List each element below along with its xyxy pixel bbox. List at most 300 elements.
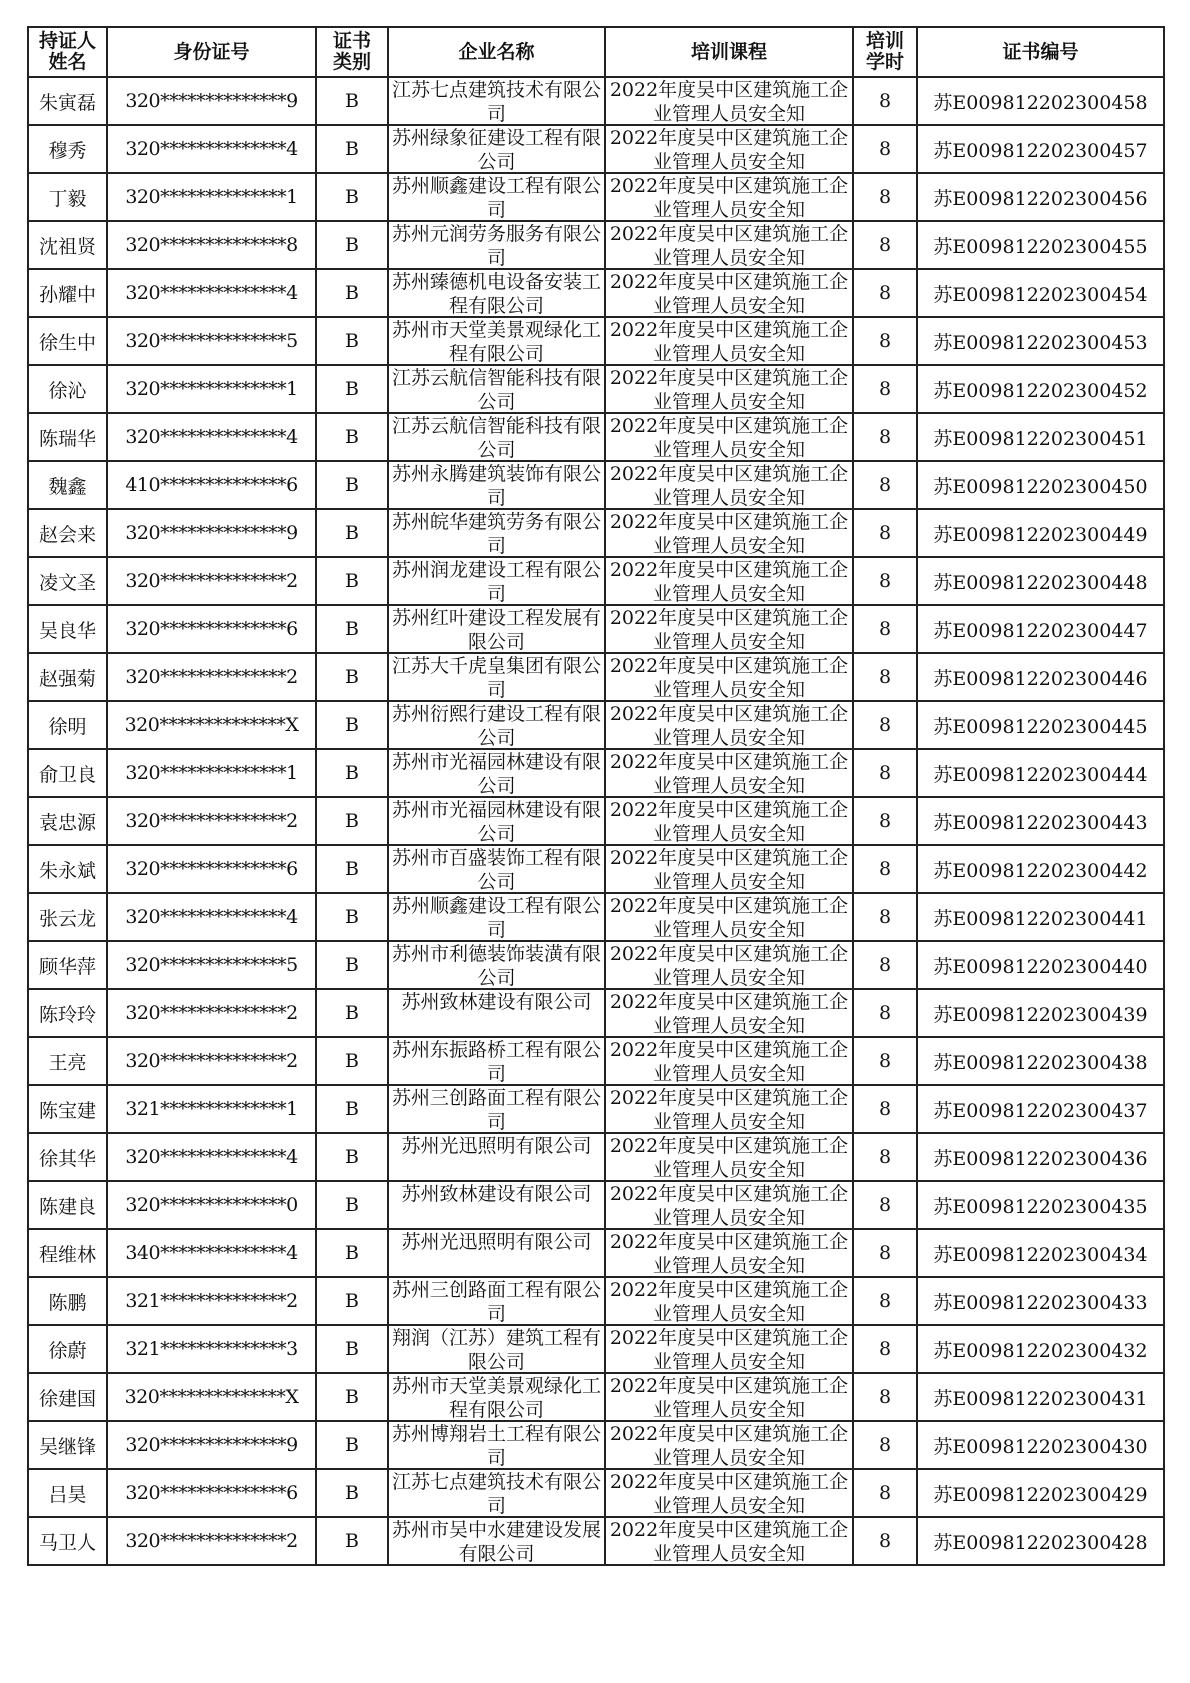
id-number-cell-text: 320**************9 bbox=[125, 522, 298, 544]
hours-cell bbox=[853, 701, 917, 749]
hours-cell bbox=[853, 221, 917, 269]
id-number-cell bbox=[107, 701, 316, 749]
company-cell bbox=[388, 653, 605, 701]
cert-type-cell bbox=[316, 1085, 388, 1133]
cert-number-cell bbox=[917, 509, 1164, 557]
holder-name-cell-text: 陈鹏 bbox=[48, 1291, 87, 1314]
hours-cell bbox=[853, 1037, 917, 1085]
cert-number-cell bbox=[917, 317, 1164, 365]
cert-type-cell-text: B bbox=[345, 378, 359, 400]
company-cell-text: 苏州臻德机电设备安装工程有限公司 bbox=[391, 271, 601, 316]
course-cell-text: 2022年度吴中区建筑施工企业管理人员安全知 bbox=[609, 1039, 849, 1084]
course-cell-text: 2022年度吴中区建筑施工企业管理人员安全知 bbox=[609, 703, 849, 748]
course-cell-text: 2022年度吴中区建筑施工企业管理人员安全知 bbox=[609, 1279, 849, 1324]
header-cert-number-label: 证书编号 bbox=[1002, 40, 1079, 63]
course-cell-text: 2022年度吴中区建筑施工企业管理人员安全知 bbox=[609, 415, 849, 460]
course-cell bbox=[605, 1469, 853, 1517]
cert-type-cell bbox=[316, 1517, 388, 1565]
cert-type-cell-text: B bbox=[345, 714, 359, 736]
id-number-cell-text: 320**************6 bbox=[125, 1482, 298, 1504]
course-cell bbox=[605, 1037, 853, 1085]
company-cell-text: 翔润（江苏）建筑工程有限公司 bbox=[391, 1327, 601, 1372]
holder-name-cell-text: 魏鑫 bbox=[48, 475, 87, 498]
course-cell-text: 2022年度吴中区建筑施工企业管理人员安全知 bbox=[609, 319, 849, 364]
hours-cell-text: 8 bbox=[878, 1146, 892, 1168]
cert-number-cell bbox=[917, 1181, 1164, 1229]
course-cell-text: 2022年度吴中区建筑施工企业管理人员安全知 bbox=[609, 223, 849, 268]
cert-type-cell-text: B bbox=[345, 1146, 359, 1168]
table-row bbox=[28, 1133, 1164, 1181]
hours-cell bbox=[853, 413, 917, 461]
holder-name-cell bbox=[28, 749, 107, 797]
company-cell-text: 苏州衍熙行建设工程有限公司 bbox=[391, 703, 601, 748]
id-number-cell-text: 320**************4 bbox=[125, 906, 298, 928]
holder-name-cell bbox=[28, 1277, 107, 1325]
company-cell bbox=[388, 1229, 605, 1277]
course-cell bbox=[605, 797, 853, 845]
id-number-cell bbox=[107, 125, 316, 173]
company-cell bbox=[388, 125, 605, 173]
course-cell-text: 2022年度吴中区建筑施工企业管理人员安全知 bbox=[609, 175, 849, 220]
table-row bbox=[28, 1373, 1164, 1421]
course-cell bbox=[605, 893, 853, 941]
holder-name-cell bbox=[28, 797, 107, 845]
holder-name-cell-text: 孙耀中 bbox=[38, 283, 96, 306]
course-cell-text: 2022年度吴中区建筑施工企业管理人员安全知 bbox=[609, 991, 849, 1036]
hours-cell-text: 8 bbox=[878, 522, 892, 544]
cert-number-cell bbox=[917, 1421, 1164, 1469]
hours-cell bbox=[853, 1229, 917, 1277]
id-number-cell-text: 320**************6 bbox=[125, 618, 298, 640]
table-body bbox=[28, 77, 1164, 1565]
cert-type-cell-text: B bbox=[345, 666, 359, 688]
company-cell-text: 苏州市吴中水建建设发展有限公司 bbox=[391, 1519, 601, 1564]
hours-cell-text: 8 bbox=[878, 1290, 892, 1312]
id-number-cell-text: 321**************3 bbox=[125, 1338, 298, 1360]
table-row bbox=[28, 317, 1164, 365]
cert-type-cell bbox=[316, 461, 388, 509]
cert-number-cell bbox=[917, 1517, 1164, 1565]
id-number-cell-text: 320**************4 bbox=[125, 138, 298, 160]
cert-type-cell-text: B bbox=[345, 1050, 359, 1072]
id-number-cell-text: 320**************2 bbox=[125, 1002, 298, 1024]
cert-number-cell bbox=[917, 1277, 1164, 1325]
course-cell bbox=[605, 173, 853, 221]
company-cell bbox=[388, 1133, 605, 1181]
hours-cell-text: 8 bbox=[878, 186, 892, 208]
cert-number-cell bbox=[917, 173, 1164, 221]
header-course bbox=[605, 27, 853, 77]
company-cell bbox=[388, 893, 605, 941]
cert-number-cell bbox=[917, 797, 1164, 845]
hours-cell-text: 8 bbox=[878, 762, 892, 784]
hours-cell-text: 8 bbox=[878, 378, 892, 400]
cert-number-cell-text: 苏E009812202300450 bbox=[933, 475, 1148, 498]
company-cell bbox=[388, 605, 605, 653]
cert-number-cell bbox=[917, 653, 1164, 701]
company-cell bbox=[388, 1421, 605, 1469]
table-row bbox=[28, 845, 1164, 893]
id-number-cell bbox=[107, 1133, 316, 1181]
cert-type-cell bbox=[316, 605, 388, 653]
holder-name-cell bbox=[28, 365, 107, 413]
id-number-cell bbox=[107, 1373, 316, 1421]
hours-cell-text: 8 bbox=[878, 138, 892, 160]
holder-name-cell bbox=[28, 1373, 107, 1421]
id-number-cell-text: 320**************1 bbox=[125, 378, 298, 400]
cert-number-cell-text: 苏E009812202300429 bbox=[933, 1483, 1148, 1506]
holder-name-cell bbox=[28, 269, 107, 317]
hours-cell bbox=[853, 1469, 917, 1517]
company-cell-text: 苏州致林建设有限公司 bbox=[401, 1183, 592, 1205]
company-cell-text: 江苏云航信智能科技有限公司 bbox=[391, 415, 601, 460]
certificate-table bbox=[27, 26, 1165, 1566]
cert-number-cell-text: 苏E009812202300454 bbox=[933, 283, 1148, 306]
hours-cell bbox=[853, 749, 917, 797]
company-cell bbox=[388, 557, 605, 605]
table-row bbox=[28, 1469, 1164, 1517]
holder-name-cell bbox=[28, 653, 107, 701]
header-row bbox=[28, 27, 1164, 77]
hours-cell-text: 8 bbox=[878, 618, 892, 640]
id-number-cell-text: 320**************2 bbox=[125, 810, 298, 832]
cert-type-cell bbox=[316, 653, 388, 701]
id-number-cell-text: 320**************1 bbox=[125, 762, 298, 784]
id-number-cell bbox=[107, 989, 316, 1037]
table-row bbox=[28, 1517, 1164, 1565]
course-cell-text: 2022年度吴中区建筑施工企业管理人员安全知 bbox=[609, 1135, 849, 1180]
table-row bbox=[28, 125, 1164, 173]
cert-number-cell bbox=[917, 989, 1164, 1037]
holder-name-cell-text: 吕昊 bbox=[48, 1483, 87, 1506]
cert-number-cell-text: 苏E009812202300433 bbox=[933, 1291, 1148, 1314]
id-number-cell-text: 320**************4 bbox=[125, 1146, 298, 1168]
course-cell-text: 2022年度吴中区建筑施工企业管理人员安全知 bbox=[609, 127, 849, 172]
cert-type-cell-text: B bbox=[345, 1194, 359, 1216]
hours-cell-text: 8 bbox=[878, 1194, 892, 1216]
cert-type-cell-text: B bbox=[345, 1002, 359, 1024]
hours-cell-text: 8 bbox=[878, 714, 892, 736]
cert-type-cell-text: B bbox=[345, 1338, 359, 1360]
cert-type-cell-text: B bbox=[345, 906, 359, 928]
id-number-cell bbox=[107, 557, 316, 605]
id-number-cell bbox=[107, 797, 316, 845]
table-row bbox=[28, 1277, 1164, 1325]
course-cell bbox=[605, 1517, 853, 1565]
holder-name-cell-text: 朱永斌 bbox=[38, 859, 96, 882]
cert-number-cell bbox=[917, 1373, 1164, 1421]
course-cell-text: 2022年度吴中区建筑施工企业管理人员安全知 bbox=[609, 367, 849, 412]
course-cell bbox=[605, 605, 853, 653]
course-cell bbox=[605, 845, 853, 893]
course-cell bbox=[605, 365, 853, 413]
id-number-cell-text: 321**************2 bbox=[125, 1290, 298, 1312]
course-cell-text: 2022年度吴中区建筑施工企业管理人员安全知 bbox=[609, 79, 849, 124]
id-number-cell-text: 320**************4 bbox=[125, 426, 298, 448]
id-number-cell-text: 410**************6 bbox=[125, 474, 298, 496]
cert-type-cell bbox=[316, 1469, 388, 1517]
hours-cell bbox=[853, 1085, 917, 1133]
cert-number-cell bbox=[917, 1037, 1164, 1085]
course-cell bbox=[605, 1373, 853, 1421]
company-cell-text: 苏州市百盛装饰工程有限公司 bbox=[391, 847, 601, 892]
cert-number-cell-text: 苏E009812202300430 bbox=[933, 1435, 1148, 1458]
holder-name-cell-text: 朱寅磊 bbox=[38, 91, 96, 114]
cert-type-cell bbox=[316, 1421, 388, 1469]
header-holder-name-label: 持证人 姓名 bbox=[38, 30, 96, 73]
hours-cell-text: 8 bbox=[878, 954, 892, 976]
cert-type-cell-text: B bbox=[345, 330, 359, 352]
hours-cell bbox=[853, 605, 917, 653]
cert-number-cell-text: 苏E009812202300431 bbox=[933, 1387, 1148, 1410]
course-cell-text: 2022年度吴中区建筑施工企业管理人员安全知 bbox=[609, 751, 849, 796]
course-cell-text: 2022年度吴中区建筑施工企业管理人员安全知 bbox=[609, 895, 849, 940]
cert-number-cell-text: 苏E009812202300453 bbox=[933, 331, 1148, 354]
cert-number-cell-text: 苏E009812202300449 bbox=[933, 523, 1148, 546]
cert-type-cell-text: B bbox=[345, 1242, 359, 1264]
holder-name-cell-text: 吴良华 bbox=[38, 619, 96, 642]
company-cell-text: 苏州市光福园林建设有限公司 bbox=[391, 799, 601, 844]
table-row bbox=[28, 1085, 1164, 1133]
company-cell-text: 苏州绿象征建设工程有限公司 bbox=[391, 127, 601, 172]
course-cell-text: 2022年度吴中区建筑施工企业管理人员安全知 bbox=[609, 1327, 849, 1372]
cert-type-cell bbox=[316, 1037, 388, 1085]
course-cell bbox=[605, 77, 853, 125]
cert-type-cell-text: B bbox=[345, 810, 359, 832]
cert-number-cell-text: 苏E009812202300434 bbox=[933, 1243, 1148, 1266]
table-row bbox=[28, 1325, 1164, 1373]
course-cell-text: 2022年度吴中区建筑施工企业管理人员安全知 bbox=[609, 607, 849, 652]
cert-number-cell-text: 苏E009812202300458 bbox=[933, 91, 1148, 114]
hours-cell bbox=[853, 797, 917, 845]
header-course-label: 培训课程 bbox=[690, 40, 767, 63]
holder-name-cell-text: 陈瑞华 bbox=[38, 427, 96, 450]
company-cell-text: 苏州东振路桥工程有限公司 bbox=[391, 1039, 601, 1084]
holder-name-cell bbox=[28, 1421, 107, 1469]
cert-number-cell-text: 苏E009812202300432 bbox=[933, 1339, 1148, 1362]
hours-cell-text: 8 bbox=[878, 1530, 892, 1552]
table-row bbox=[28, 749, 1164, 797]
id-number-cell bbox=[107, 1037, 316, 1085]
cert-type-cell-text: B bbox=[345, 474, 359, 496]
company-cell-text: 苏州永腾建筑装饰有限公司 bbox=[391, 463, 601, 508]
company-cell-text: 苏州红叶建设工程发展有限公司 bbox=[391, 607, 601, 652]
company-cell bbox=[388, 1181, 605, 1229]
company-cell bbox=[388, 989, 605, 1037]
id-number-cell bbox=[107, 941, 316, 989]
table-row bbox=[28, 1181, 1164, 1229]
company-cell-text: 苏州光迅照明有限公司 bbox=[401, 1135, 592, 1157]
id-number-cell-text: 320**************6 bbox=[125, 858, 298, 880]
id-number-cell-text: 320**************2 bbox=[125, 1050, 298, 1072]
holder-name-cell bbox=[28, 221, 107, 269]
holder-name-cell bbox=[28, 701, 107, 749]
hours-cell-text: 8 bbox=[878, 906, 892, 928]
hours-cell bbox=[853, 1133, 917, 1181]
company-cell bbox=[388, 1037, 605, 1085]
course-cell bbox=[605, 989, 853, 1037]
hours-cell bbox=[853, 365, 917, 413]
cert-type-cell bbox=[316, 989, 388, 1037]
course-cell bbox=[605, 461, 853, 509]
id-number-cell bbox=[107, 461, 316, 509]
company-cell-text: 苏州三创路面工程有限公司 bbox=[391, 1087, 601, 1132]
cert-type-cell-text: B bbox=[345, 1098, 359, 1120]
holder-name-cell-text: 张云龙 bbox=[38, 907, 96, 930]
cert-type-cell bbox=[316, 941, 388, 989]
holder-name-cell-text: 吴继锋 bbox=[38, 1435, 96, 1458]
header-holder-name bbox=[28, 27, 107, 77]
table-row bbox=[28, 557, 1164, 605]
id-number-cell-text: 320**************X bbox=[124, 1386, 299, 1408]
company-cell-text: 苏州博翔岩土工程有限公司 bbox=[391, 1423, 601, 1468]
course-cell-text: 2022年度吴中区建筑施工企业管理人员安全知 bbox=[609, 655, 849, 700]
company-cell bbox=[388, 413, 605, 461]
holder-name-cell-text: 徐蔚 bbox=[48, 1339, 87, 1362]
cert-number-cell-text: 苏E009812202300455 bbox=[933, 235, 1148, 258]
company-cell-text: 江苏七点建筑技术有限公司 bbox=[391, 1471, 601, 1516]
cert-number-cell bbox=[917, 557, 1164, 605]
holder-name-cell bbox=[28, 1181, 107, 1229]
cert-type-cell-text: B bbox=[345, 762, 359, 784]
id-number-cell bbox=[107, 269, 316, 317]
hours-cell bbox=[853, 77, 917, 125]
cert-type-cell bbox=[316, 125, 388, 173]
id-number-cell bbox=[107, 605, 316, 653]
cert-number-cell-text: 苏E009812202300448 bbox=[933, 571, 1148, 594]
id-number-cell bbox=[107, 845, 316, 893]
header-company-label: 企业名称 bbox=[458, 40, 535, 63]
id-number-cell bbox=[107, 1229, 316, 1277]
hours-cell bbox=[853, 1517, 917, 1565]
cert-type-cell-text: B bbox=[345, 90, 359, 112]
cert-type-cell bbox=[316, 1181, 388, 1229]
cert-type-cell bbox=[316, 845, 388, 893]
id-number-cell-text: 320**************2 bbox=[125, 1530, 298, 1552]
hours-cell bbox=[853, 173, 917, 221]
cert-number-cell-text: 苏E009812202300452 bbox=[933, 379, 1148, 402]
hours-cell-text: 8 bbox=[878, 330, 892, 352]
cert-number-cell-text: 苏E009812202300445 bbox=[933, 715, 1148, 738]
holder-name-cell bbox=[28, 941, 107, 989]
holder-name-cell bbox=[28, 173, 107, 221]
holder-name-cell bbox=[28, 317, 107, 365]
cert-number-cell bbox=[917, 413, 1164, 461]
company-cell bbox=[388, 77, 605, 125]
company-cell-text: 江苏云航信智能科技有限公司 bbox=[391, 367, 601, 412]
table-row bbox=[28, 509, 1164, 557]
hours-cell bbox=[853, 845, 917, 893]
holder-name-cell-text: 顾华萍 bbox=[38, 955, 96, 978]
hours-cell bbox=[853, 509, 917, 557]
company-cell-text: 苏州致林建设有限公司 bbox=[401, 991, 592, 1013]
cert-number-cell bbox=[917, 365, 1164, 413]
id-number-cell bbox=[107, 1181, 316, 1229]
id-number-cell-text: 320**************4 bbox=[125, 282, 298, 304]
hours-cell bbox=[853, 1181, 917, 1229]
holder-name-cell-text: 陈建良 bbox=[38, 1195, 96, 1218]
cert-number-cell bbox=[917, 941, 1164, 989]
company-cell-text: 苏州市天堂美景观绿化工程有限公司 bbox=[391, 1375, 601, 1420]
table-row bbox=[28, 77, 1164, 125]
cert-number-cell bbox=[917, 1325, 1164, 1373]
table-row bbox=[28, 893, 1164, 941]
id-number-cell bbox=[107, 749, 316, 797]
header-cert-number bbox=[917, 27, 1164, 77]
company-cell-text: 苏州顺鑫建设工程有限公司 bbox=[391, 175, 601, 220]
table-row bbox=[28, 173, 1164, 221]
course-cell bbox=[605, 653, 853, 701]
id-number-cell-text: 320**************0 bbox=[125, 1194, 298, 1216]
id-number-cell bbox=[107, 77, 316, 125]
company-cell-text: 苏州市光福园林建设有限公司 bbox=[391, 751, 601, 796]
cert-number-cell bbox=[917, 1469, 1164, 1517]
cert-number-cell bbox=[917, 605, 1164, 653]
cert-number-cell bbox=[917, 1229, 1164, 1277]
cert-number-cell bbox=[917, 461, 1164, 509]
cert-type-cell-text: B bbox=[345, 234, 359, 256]
company-cell bbox=[388, 461, 605, 509]
hours-cell bbox=[853, 461, 917, 509]
course-cell-text: 2022年度吴中区建筑施工企业管理人员安全知 bbox=[609, 463, 849, 508]
cert-number-cell bbox=[917, 1133, 1164, 1181]
hours-cell-text: 8 bbox=[878, 1386, 892, 1408]
cert-number-cell-text: 苏E009812202300447 bbox=[933, 619, 1148, 642]
holder-name-cell-text: 程维林 bbox=[38, 1243, 96, 1266]
hours-cell-text: 8 bbox=[878, 474, 892, 496]
header-hours bbox=[853, 27, 917, 77]
id-number-cell bbox=[107, 509, 316, 557]
id-number-cell-text: 320**************X bbox=[124, 714, 299, 736]
company-cell-text: 苏州市天堂美景观绿化工程有限公司 bbox=[391, 319, 601, 364]
course-cell bbox=[605, 701, 853, 749]
id-number-cell bbox=[107, 413, 316, 461]
table-row bbox=[28, 1421, 1164, 1469]
course-cell bbox=[605, 509, 853, 557]
holder-name-cell-text: 陈玲玲 bbox=[38, 1003, 96, 1026]
hours-cell-text: 8 bbox=[878, 1434, 892, 1456]
holder-name-cell bbox=[28, 1325, 107, 1373]
holder-name-cell bbox=[28, 77, 107, 125]
cert-type-cell-text: B bbox=[345, 282, 359, 304]
hours-cell bbox=[853, 1277, 917, 1325]
cert-type-cell-text: B bbox=[345, 1386, 359, 1408]
cert-number-cell bbox=[917, 269, 1164, 317]
hours-cell-text: 8 bbox=[878, 1242, 892, 1264]
id-number-cell-text: 320**************1 bbox=[125, 186, 298, 208]
holder-name-cell-text: 徐生中 bbox=[38, 331, 96, 354]
table-row bbox=[28, 653, 1164, 701]
cert-type-cell-text: B bbox=[345, 570, 359, 592]
header-hours-label: 培训 学时 bbox=[865, 30, 904, 73]
holder-name-cell-text: 徐建国 bbox=[38, 1387, 96, 1410]
course-cell bbox=[605, 1085, 853, 1133]
cert-type-cell-text: B bbox=[345, 954, 359, 976]
cert-type-cell-text: B bbox=[345, 1482, 359, 1504]
course-cell-text: 2022年度吴中区建筑施工企业管理人员安全知 bbox=[609, 799, 849, 844]
cert-number-cell-text: 苏E009812202300437 bbox=[933, 1099, 1148, 1122]
cert-number-cell-text: 苏E009812202300439 bbox=[933, 1003, 1148, 1026]
company-cell-text: 苏州三创路面工程有限公司 bbox=[391, 1279, 601, 1324]
cert-type-cell-text: B bbox=[345, 858, 359, 880]
holder-name-cell bbox=[28, 893, 107, 941]
company-cell bbox=[388, 221, 605, 269]
course-cell bbox=[605, 557, 853, 605]
cert-number-cell-text: 苏E009812202300442 bbox=[933, 859, 1148, 882]
holder-name-cell-text: 徐其华 bbox=[38, 1147, 96, 1170]
course-cell bbox=[605, 269, 853, 317]
course-cell-text: 2022年度吴中区建筑施工企业管理人员安全知 bbox=[609, 1087, 849, 1132]
